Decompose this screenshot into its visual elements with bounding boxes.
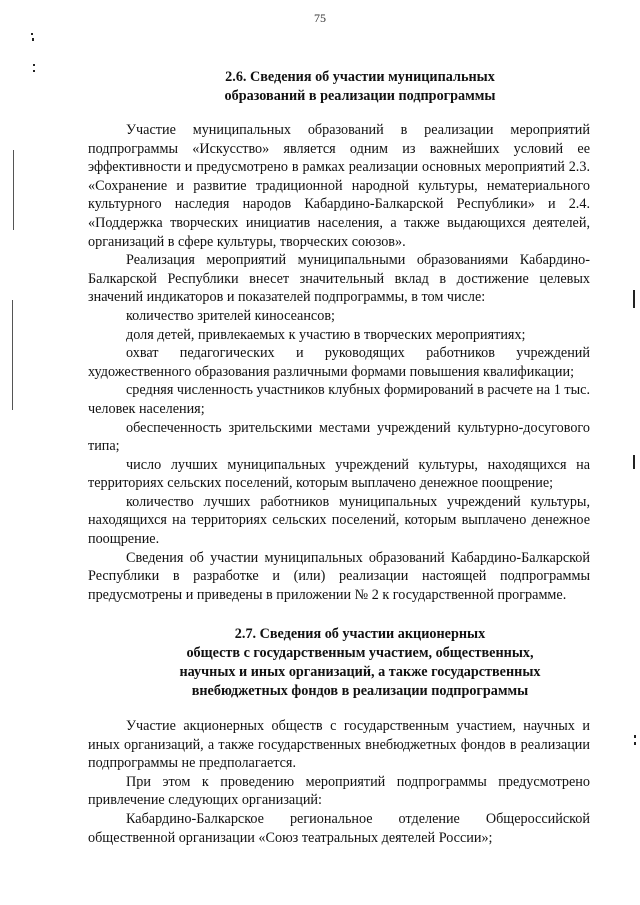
list-item: количество лучших работников муниципальных учреждений культуры, находящихся на территориях сельских поселений, которым выплачено денежное поощрение. (88, 493, 590, 548)
page-number: 75 (314, 11, 326, 25)
heading-line: образований в реализации подпрограммы (224, 88, 496, 104)
scan-mark (33, 70, 35, 72)
list-item: доля детей, привлекаемых к участию в творческих мероприятиях; (126, 326, 526, 343)
list-item: охват педагогических и руководящих работников учреждений художественного образования различными формами повышения квалификации; (88, 345, 590, 380)
paragraph: При этом к проведению мероприятий подпрограммы предусмотрено привлечение следующих организаций: (88, 773, 590, 809)
list-item: обеспеченность зрительскими местами учреждений культурно-досугового типа; (88, 419, 590, 455)
paragraph: Сведения об участии муниципальных образований Кабардино-Балкарской Республики в разработке и (или) реализации настоящей подпрограммы предусмотрены и приведены в приложении № 2 к государственной программе. (88, 549, 590, 603)
section-body-2-6 (88, 121, 590, 604)
heading-line: обществ с государственным участием, общественных, (186, 645, 534, 661)
list-item: средняя численность участников клубных формирований в расчете на 1 тыс. человек населения; (88, 382, 590, 417)
paragraph: Кабардино-Балкарское региональное отделение Общероссийской общественной организации «Союз театральных деятелей России»; (88, 810, 590, 846)
scan-mark (634, 735, 636, 738)
paragraph: Участие акционерных обществ с государственным участием, научных и иных организаций, а также государственных внебюджетных фондов в реализации подпрограммы не предполагается. (88, 718, 590, 772)
section-heading-2-6 (150, 68, 570, 106)
list-item: количество зрителей киносеансов; (126, 307, 335, 324)
scan-mark (31, 33, 33, 35)
scan-mark (634, 742, 636, 745)
heading-line: научных и иных организаций, а также государственных (179, 664, 541, 680)
scan-mark (633, 290, 635, 308)
paragraph: Участие муниципальных образований в реализации мероприятий подпрограммы «Искусство» является одним из важнейших условий ее эффективности и предусмотрено в рамках реализации основных мероприятий 2.3. «Сохранение и развитие традиционной народной культуры, нематериального культурного наследия народов Кабардино-Балкарской Республики» и 2.4. «Поддержка творческих инициатив населения, а также выдающихся деятелей, организаций в сфере культуры, творческих союзов». (88, 122, 590, 250)
heading-line: 2.6. Сведения об участии муниципальных (225, 69, 495, 85)
list-item: число лучших муниципальных учреждений культуры, находящихся на территориях сельских поселений, которым выплачено денежное поощрение; (88, 456, 590, 492)
scan-mark (12, 300, 13, 410)
scan-mark (32, 38, 34, 41)
scan-mark (633, 455, 635, 469)
paragraph: Реализация мероприятий муниципальными образованиями Кабардино-Балкарской Республики внесет значительный вклад в достижение целевых значений индикаторов и показателей подпрограммы, в том числе: (88, 252, 590, 306)
scan-mark (33, 64, 35, 66)
section-body-2-7 (88, 717, 590, 847)
scan-mark (13, 150, 14, 230)
section-heading-2-7 (120, 625, 600, 701)
heading-line: внебюджетных фондов в реализации подпрограммы (191, 683, 529, 699)
heading-line: 2.7. Сведения об участии акционерных (234, 626, 486, 642)
